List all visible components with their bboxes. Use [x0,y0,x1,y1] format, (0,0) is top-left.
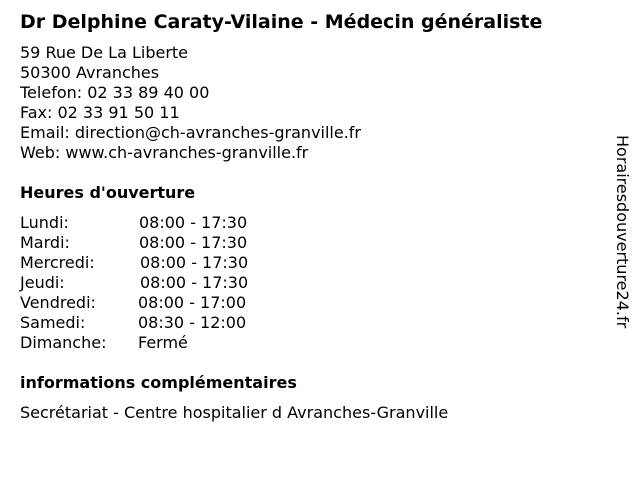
email-address: Email: direction@ch-avranches-granville.fr [20,123,362,142]
website: Web: www.ch-avranches-granville.fr [20,143,309,162]
hours-row-wednesday [20,253,320,273]
time-value: 08:00 - 17:30 [140,253,249,272]
day-label: Mardi: [20,233,70,252]
hours-row-monday [20,213,320,233]
day-label: Samedi: [20,313,86,332]
phone-number: Telefon: 02 33 89 40 00 [20,83,210,102]
time-value: Fermé [138,333,188,352]
fax-number: Fax: 02 33 91 50 11 [20,103,180,122]
day-label: Vendredi: [20,293,96,312]
hours-row-friday [20,293,320,313]
info-heading: informations complémentaires [20,373,297,392]
time-value: 08:00 - 17:30 [140,273,249,292]
day-label: Jeudi: [20,273,65,292]
day-label: Dimanche: [20,333,107,352]
contact-block [20,43,361,163]
hours-table [20,213,320,353]
page-title: Dr Delphine Caraty-Vilaine - Médecin généraliste [20,11,543,33]
site-watermark: Horairesdouverture24.fr [613,135,632,329]
hours-row-saturday [20,313,320,333]
time-value: 08:00 - 17:30 [139,213,248,232]
hours-heading: Heures d'ouverture [20,183,196,202]
hours-row-sunday [20,333,320,353]
address-street: 59 Rue De La Liberte [20,43,189,62]
info-text: Secrétariat - Centre hospitalier d Avranches-Granville [20,403,449,422]
hours-row-thursday [20,273,320,293]
address-city: 50300 Avranches [20,63,160,82]
day-label: Mercredi: [20,253,95,272]
time-value: 08:00 - 17:00 [138,293,247,312]
hours-row-tuesday [20,233,320,253]
day-label: Lundi: [20,213,69,232]
time-value: 08:30 - 12:00 [138,313,247,332]
time-value: 08:00 - 17:30 [139,233,248,252]
